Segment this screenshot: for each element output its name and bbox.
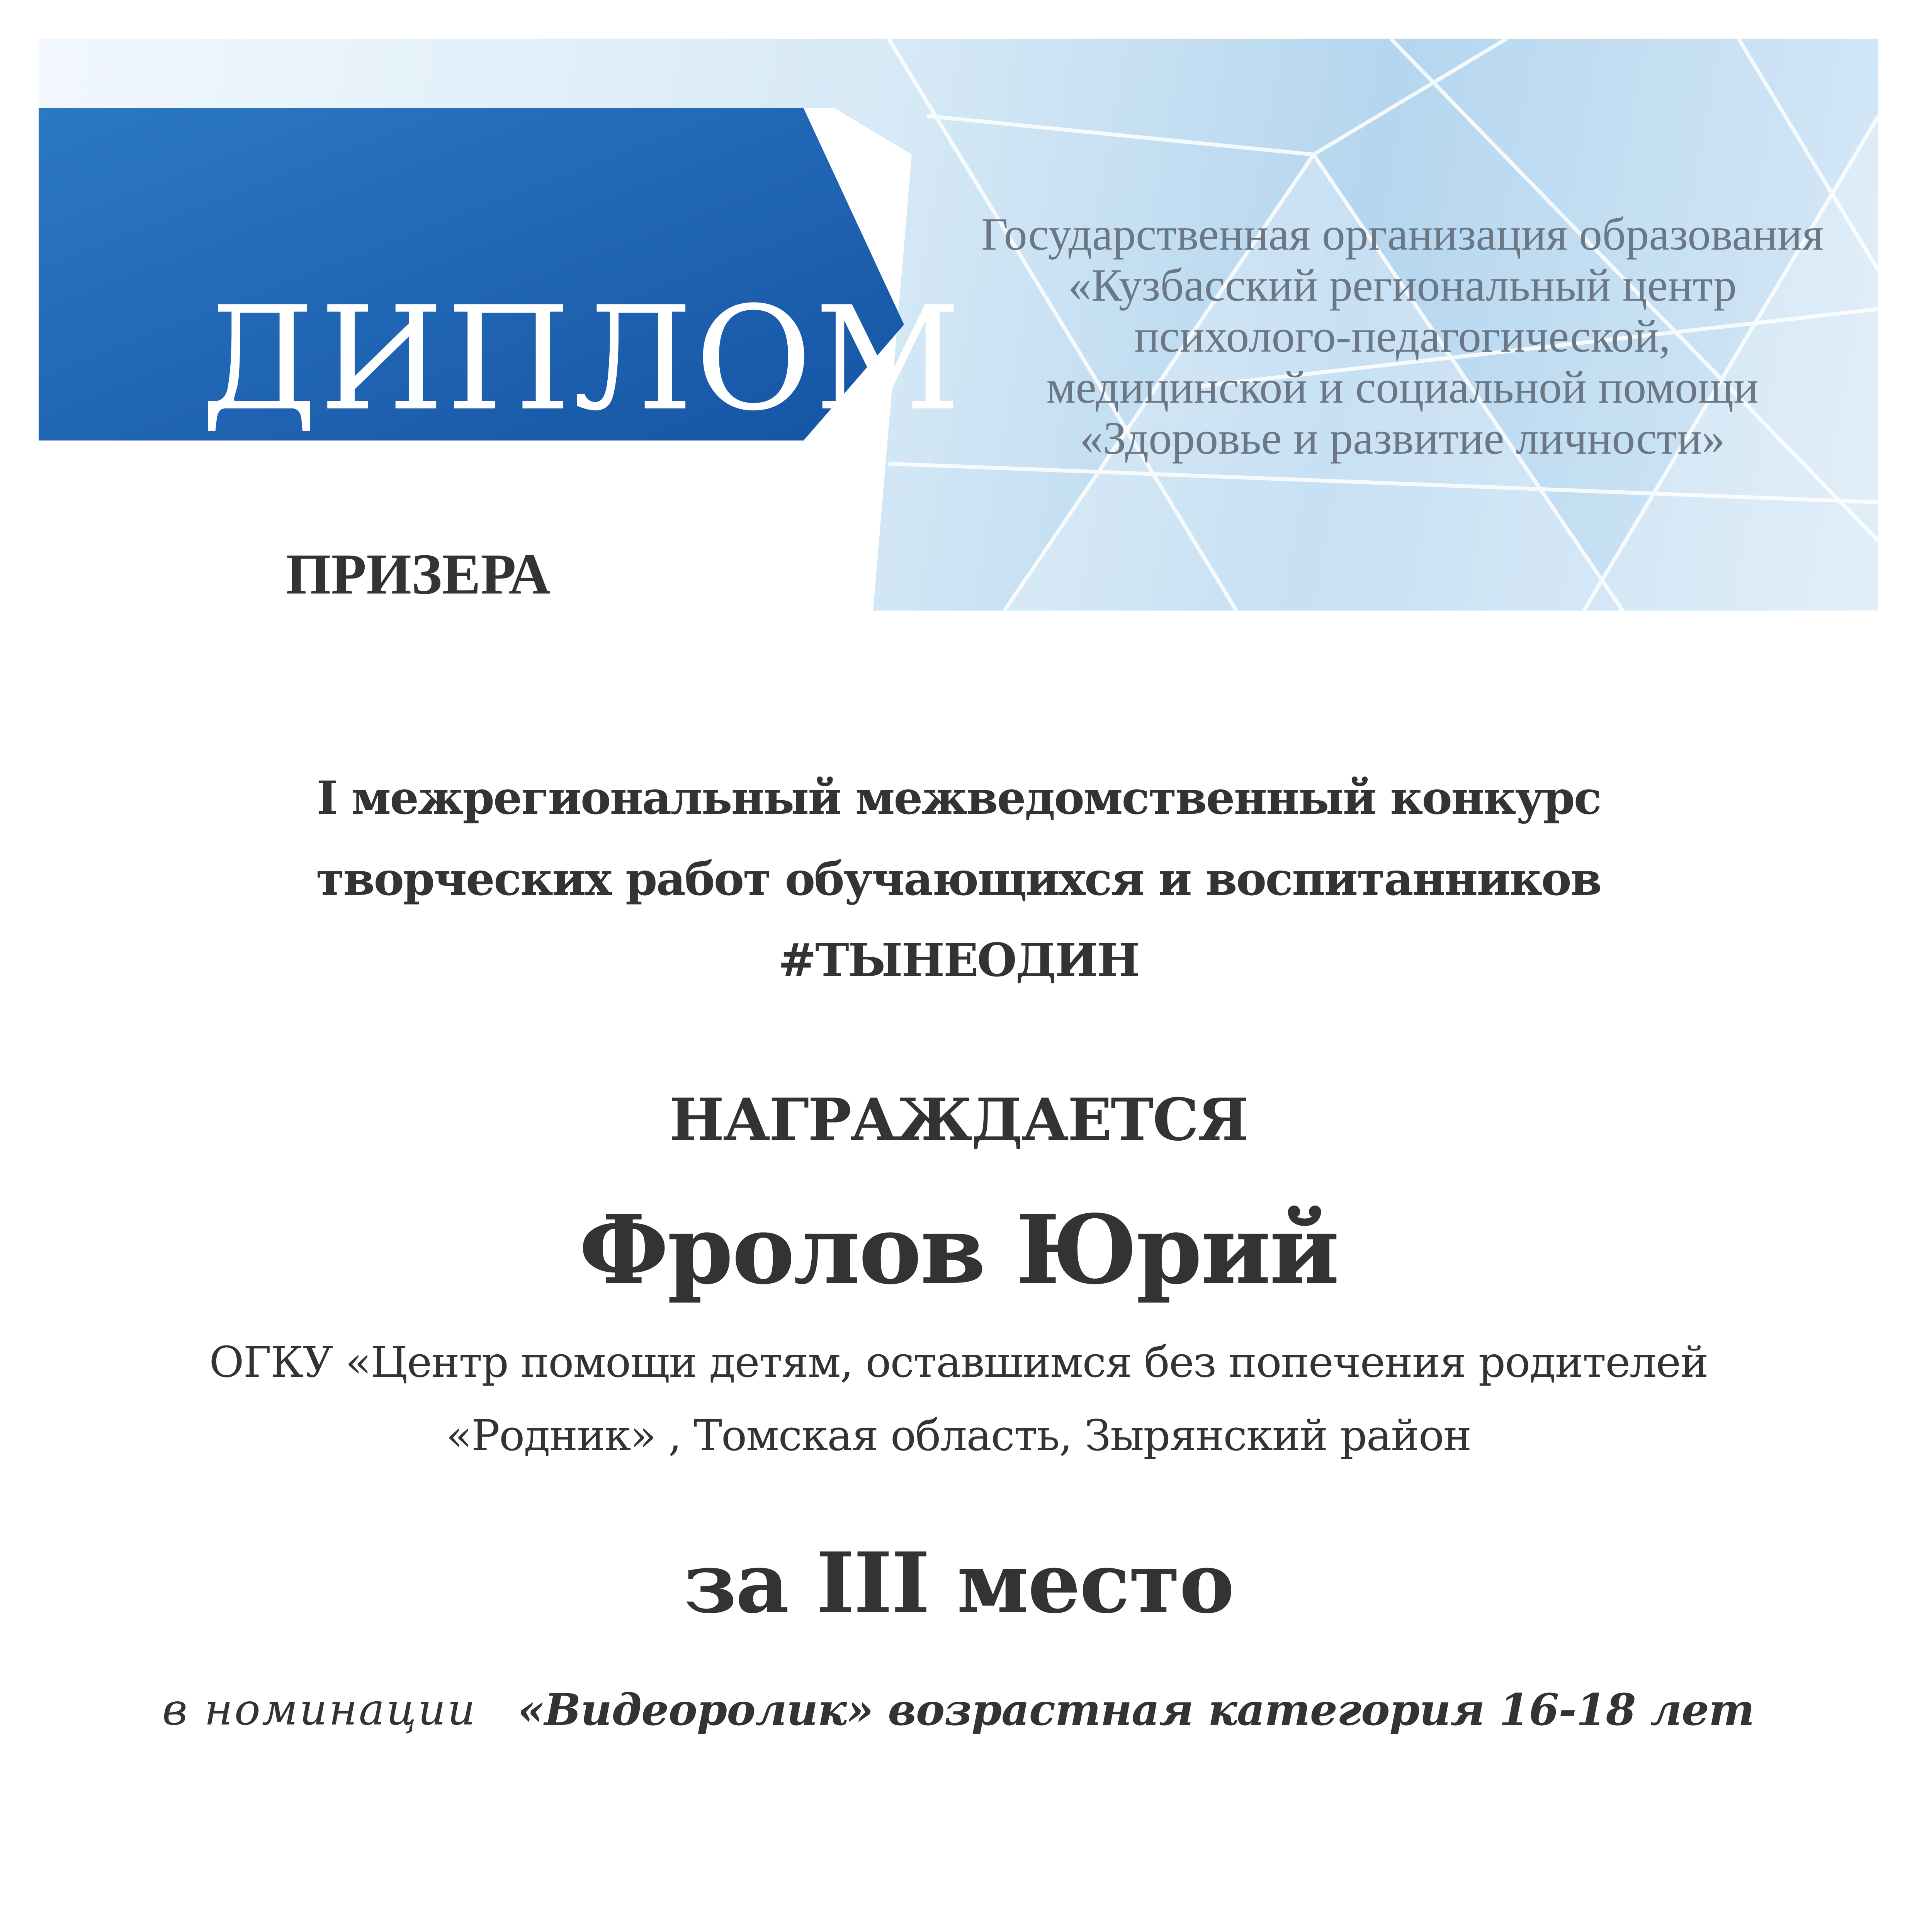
- contest-hashtag: #ТЫНЕОДИН: [778, 933, 1139, 987]
- organization-name: [919, 209, 1878, 464]
- organization-line: медицинской и социальной помощи: [1046, 361, 1759, 413]
- award-place: за III место: [683, 1534, 1234, 1632]
- prize-label: ПРИЗЕРА: [286, 542, 551, 606]
- contest-title: [0, 757, 1917, 1001]
- diploma-title: ДИПЛОМ: [201, 276, 964, 442]
- awarded-label: НАГРАЖДАЕТСЯ: [669, 1086, 1248, 1154]
- recipient-name: Фролов Юрий: [579, 1194, 1338, 1305]
- nomination-prefix: в номинации: [162, 1685, 477, 1735]
- organization-line: Государственная организация образования: [981, 208, 1824, 260]
- nomination: [162, 1685, 1785, 1754]
- contest-line: творческих работ обучающихся и воспитанников: [316, 852, 1601, 906]
- header-banner: [39, 39, 1878, 611]
- contest-line: I межрегиональный межведомственный конкурс: [316, 771, 1601, 825]
- organization-line: «Здоровье и развитие личности»: [1079, 412, 1725, 464]
- institution-line: «Родник» , Томская область, Зырянский район: [446, 1411, 1471, 1460]
- nomination-value: «Видеоролик» возрастная категория 16-18 лет: [518, 1685, 1754, 1735]
- institution-line: ОГКУ «Центр помощи детям, оставшимся без попечения родителей: [209, 1337, 1708, 1387]
- organization-line: психолого-педагогической,: [1134, 310, 1671, 362]
- organization-line: «Кузбасский региональный центр: [1068, 259, 1737, 311]
- recipient-institution: [0, 1325, 1917, 1472]
